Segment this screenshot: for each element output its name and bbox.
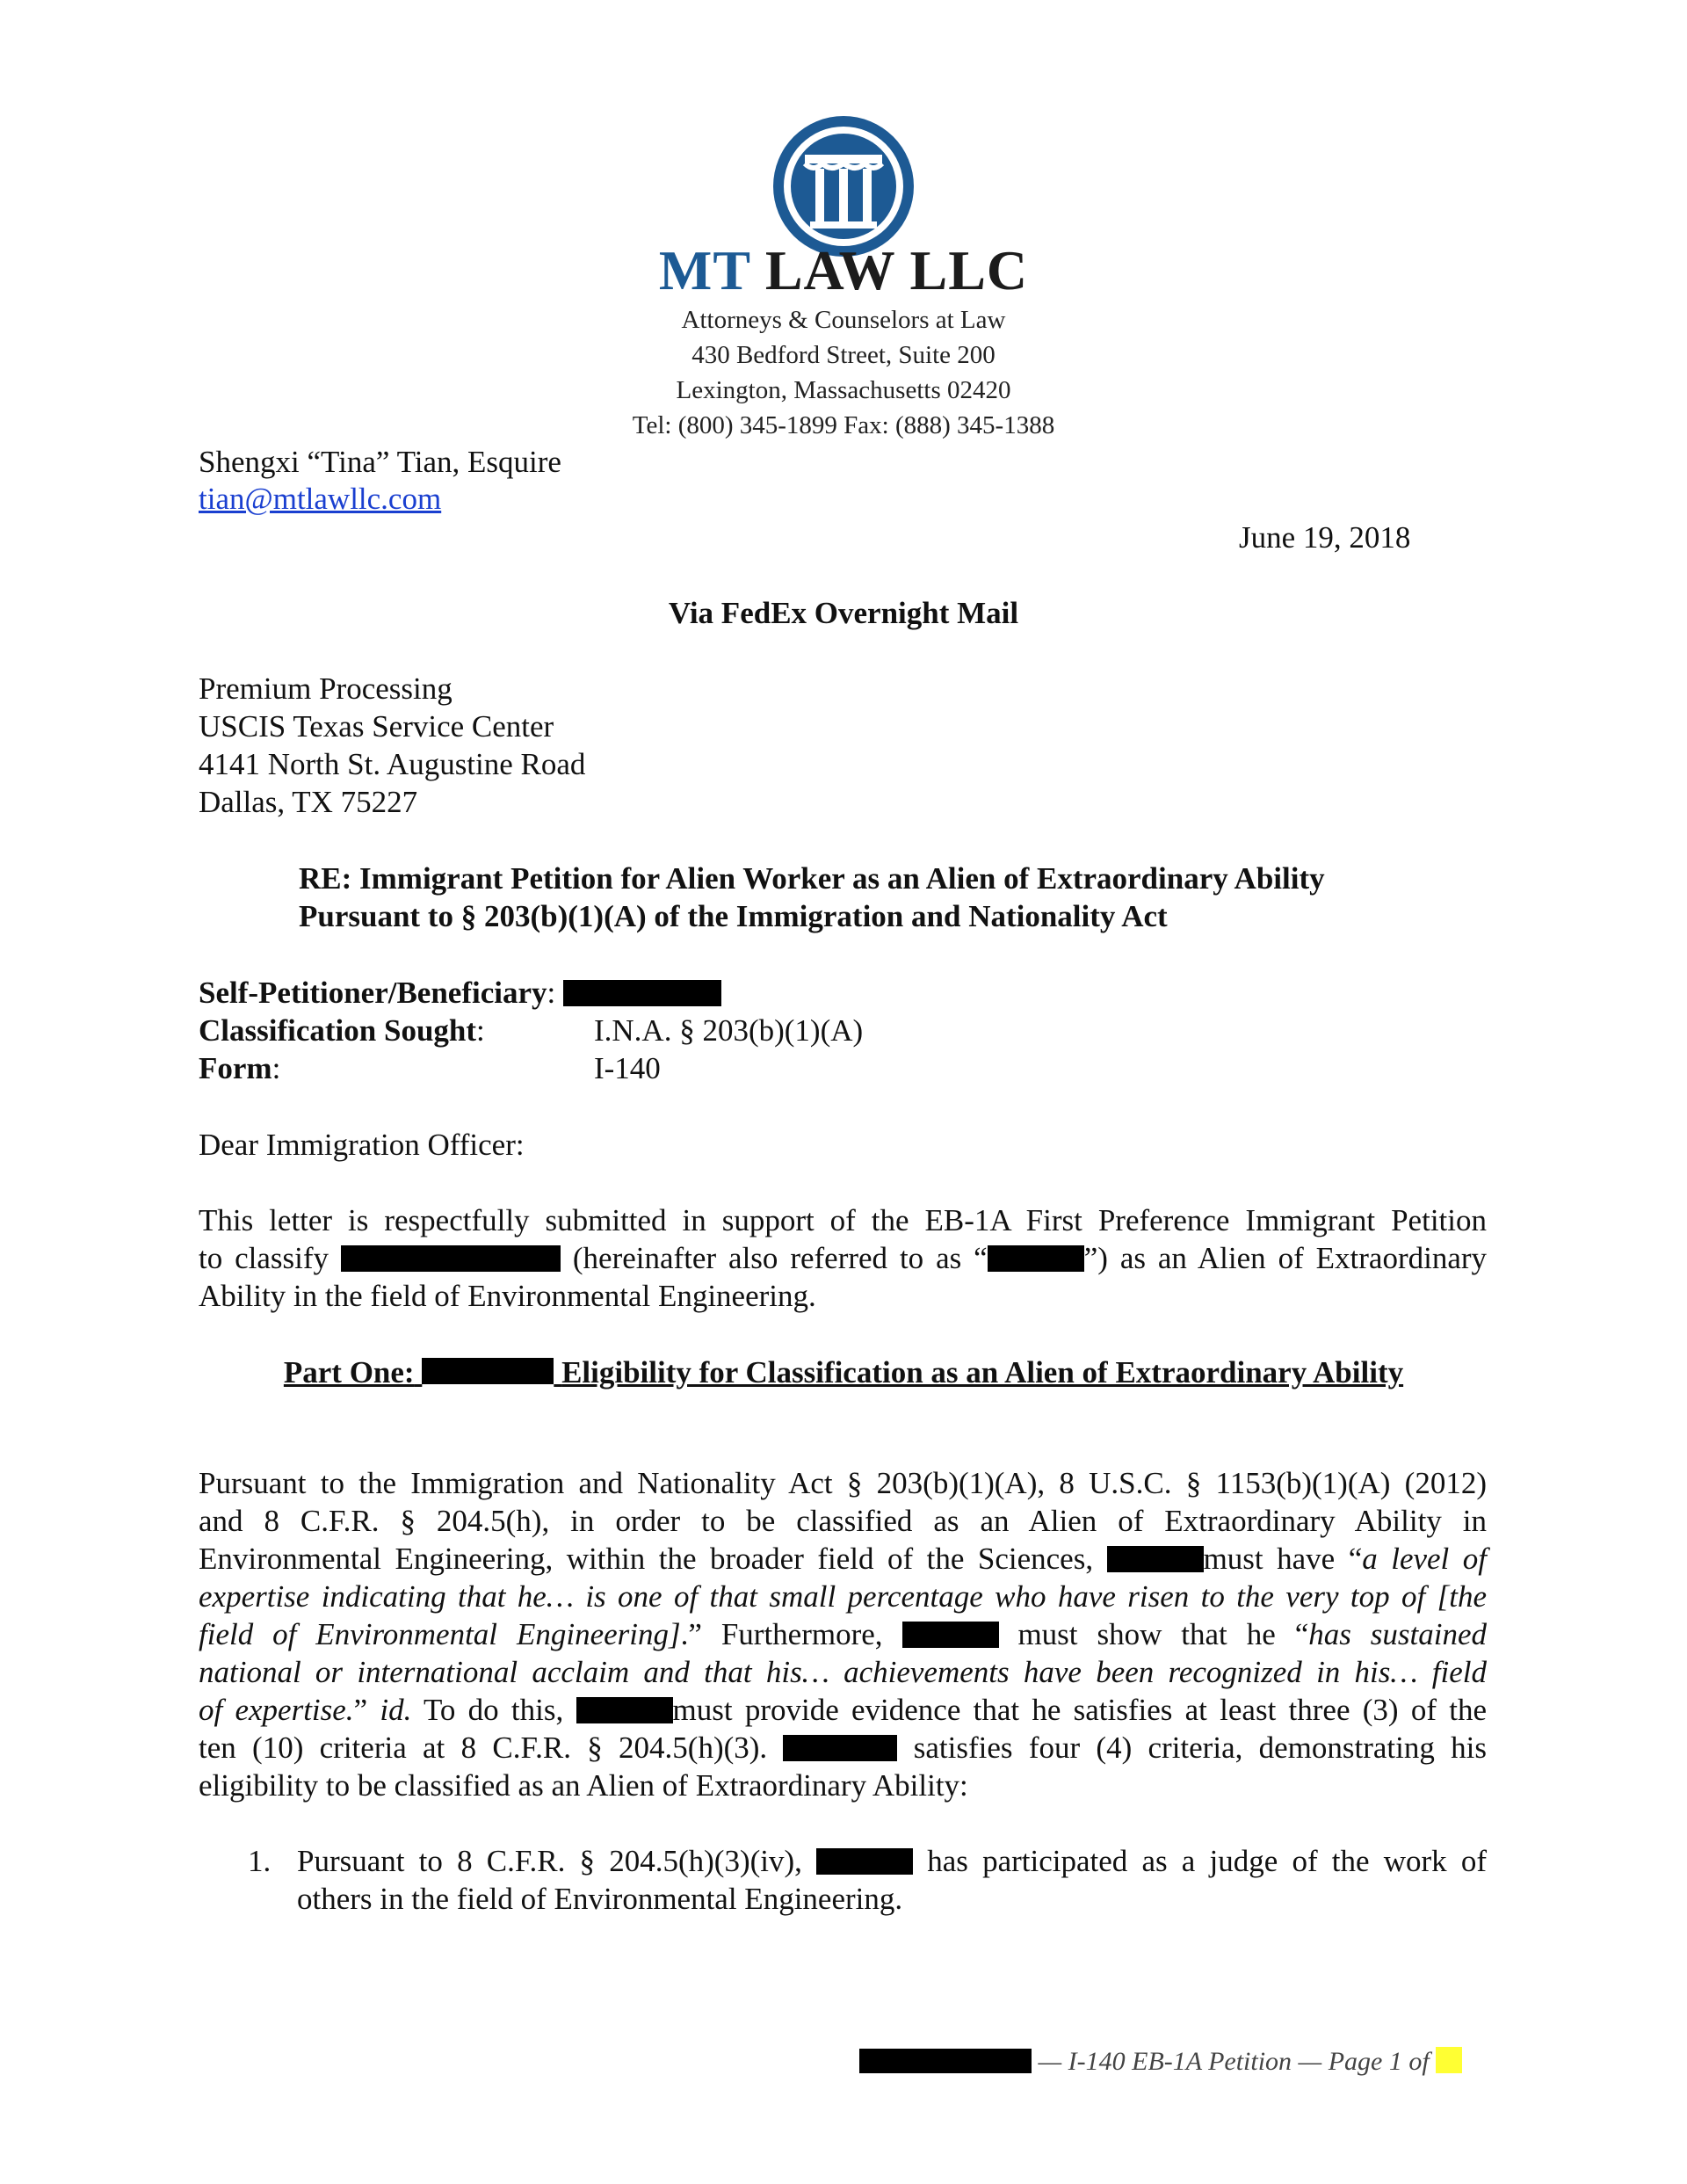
recipient-line-4: Dallas, TX 75227 [199, 785, 418, 819]
part-one-heading: Part One: Eligibility for Classification as an Alien of Extraordinary Ability [283, 1355, 1404, 1389]
body-line-2: and 8 C.F.R. § 204.5(h), in order to be classified as an Alien of Extraordinary Ability in [199, 1504, 1487, 1538]
body-line-5: field of Environmental Engineering].” Furthermore, must show that he “has sustained [199, 1617, 1488, 1651]
redaction-box [988, 1245, 1084, 1272]
list-item-line-1: Pursuant to 8 C.F.R. § 204.5(h)(3)(iv), has participated as a judge of the work of [297, 1844, 1488, 1878]
redaction-box [1107, 1546, 1204, 1572]
delivery-method: Via FedEx Overnight Mail [668, 596, 1019, 630]
classification-label-row: Classification Sought: [199, 1013, 485, 1048]
list-item-number: 1. [248, 1844, 272, 1878]
redaction-box [341, 1245, 561, 1272]
firm-address-street: 430 Bedford Street, Suite 200 [691, 341, 996, 369]
intro-line-3: Ability in the field of Environmental Engineering. [199, 1279, 816, 1313]
body-line-3: Environmental Engineering, within the broader field of the Sciences, must have “a level of [199, 1542, 1487, 1576]
redaction-box [783, 1735, 897, 1761]
redaction-box [563, 980, 721, 1006]
recipient-line-3: 4141 North St. Augustine Road [199, 747, 586, 781]
petitioner-row: Self-Petitioner/Beneficiary: [199, 974, 721, 1012]
recipient-line-1: Premium Processing [199, 671, 453, 706]
body-line-8: ten (10) criteria at 8 C.F.R. § 204.5(h)(3). satisfies four (4) criteria, demonstrating his [199, 1731, 1488, 1765]
firm-tagline: Attorneys & Counselors at Law [681, 306, 1006, 334]
classification-value: I.N.A. § 203(b)(1)(A) [594, 1013, 864, 1048]
re-line-2: Pursuant to § 203(b)(1)(A) of the Immigration and Nationality Act [299, 899, 1168, 933]
intro-line-1: This letter is respectfully submitted in support of the EB-1A First Preference Immigrant Petition [199, 1203, 1487, 1237]
letter-date: June 19, 2018 [1239, 520, 1411, 555]
page-footer: — I-140 EB-1A Petition — Page 1 of [859, 2044, 1462, 2079]
re-line-1: RE: Immigrant Petition for Alien Worker as an Alien of Extraordinary Ability [299, 861, 1325, 896]
petitioner-label: Self-Petitioner/Beneficiary [199, 976, 547, 1010]
highlight-box [1436, 2047, 1462, 2073]
sender-name: Shengxi “Tina” Tian, Esquire [199, 445, 561, 479]
recipient-line-2: USCIS Texas Service Center [199, 709, 554, 744]
redaction-box [576, 1697, 673, 1723]
redaction-box [859, 2049, 1032, 2073]
firm-name: MT LAW LLC [658, 239, 1029, 301]
body-line-4: expertise indicating that he… is one of that small percentage who have risen to the very top of [the [199, 1579, 1487, 1614]
firm-address-city: Lexington, Massachusetts 02420 [676, 376, 1011, 404]
intro-line-2: to classify (hereinafter also referred to as “ ”) as an Alien of Extraordinary [199, 1241, 1488, 1275]
classification-label: Classification Sought [199, 1013, 477, 1048]
salutation: Dear Immigration Officer: [199, 1128, 525, 1162]
firm-phone-fax: Tel: (800) 345-1899 Fax: (888) 345-1388 [632, 411, 1055, 439]
sender-email-link[interactable]: tian@mtlawllc.com [199, 482, 442, 516]
body-line-1: Pursuant to the Immigration and Nationality Act § 203(b)(1)(A), 8 U.S.C. § 1153(b)(1)(A) (2012) [199, 1466, 1487, 1500]
redaction-box [902, 1622, 999, 1648]
body-line-9: eligibility to be classified as an Alien of Extraordinary Ability: [199, 1768, 968, 1803]
form-label-row: Form: [199, 1051, 281, 1085]
redaction-box [422, 1358, 554, 1384]
body-line-7: of expertise.” id. To do this, must provide evidence that he satisfies at least three (3) of the [199, 1693, 1487, 1727]
list-item-line-2: others in the field of Environmental Engineering. [297, 1882, 903, 1916]
body-line-6: national or international acclaim and that his… achievements have been recognized in his… field [199, 1655, 1487, 1689]
form-value: I-140 [594, 1051, 661, 1085]
form-label: Form [199, 1051, 272, 1085]
redaction-box [816, 1848, 913, 1875]
